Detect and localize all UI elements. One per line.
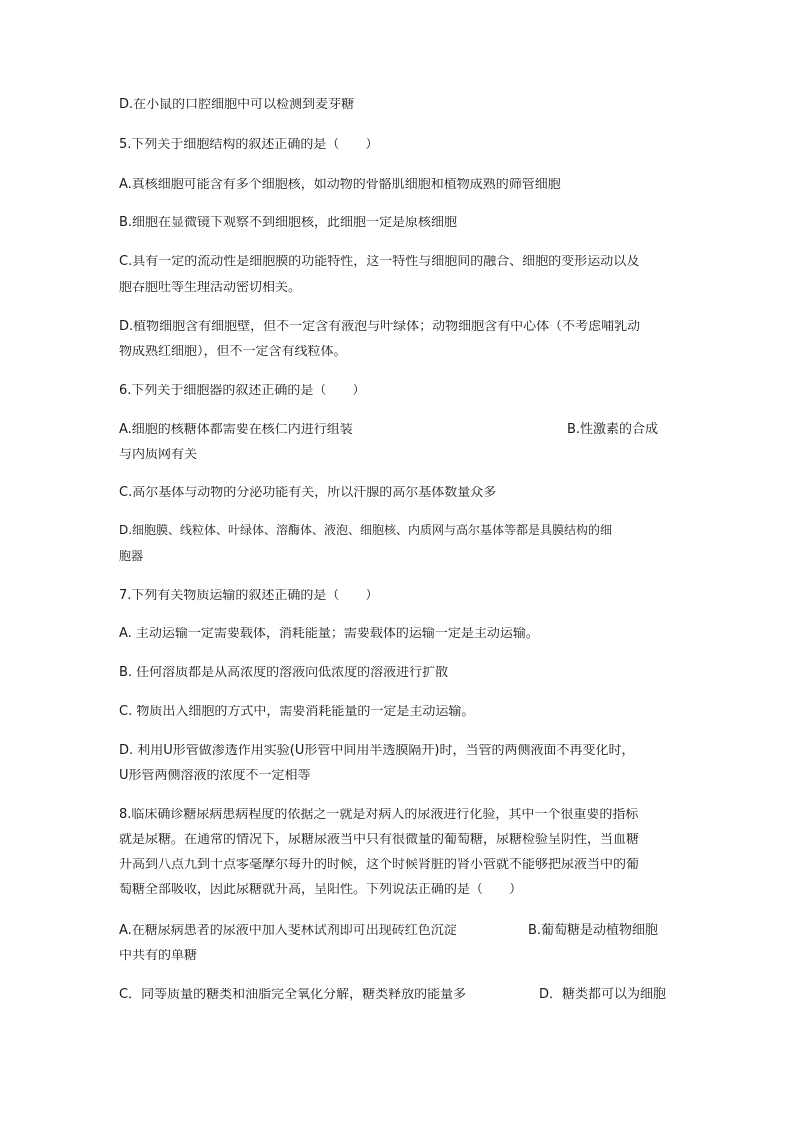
q8-stem-line4: 萄糖全部吸收，因此尿糖就升高，呈阳性。下列说法正确的是（ ） bbox=[119, 883, 523, 896]
q7-option-a: A. 主动运输一定需要载体，消耗能量；需要载体的运输一定是主动运输。 bbox=[119, 627, 539, 640]
q5-option-a: A.真核细胞可能含有多个细胞核，如动物的骨骼肌细胞和植物成熟的筛管细胞 bbox=[119, 178, 561, 191]
q8-option-a: A.在糖尿病患者的尿液中加入斐林试剂即可出现砖红色沉淀 bbox=[119, 924, 457, 937]
q5-option-b: B.细胞在显微镜下观察不到细胞核，此细胞一定是原核细胞 bbox=[119, 216, 458, 229]
q6-option-c: C.高尔基体与动物的分泌功能有关，所以汗腺的高尔基体数量众多 bbox=[119, 486, 497, 499]
q5-option-c-line1: C.具有一定的流动性是细胞膜的功能特性，这一特性与细胞间的融合、细胞的变形运动以及 bbox=[119, 255, 640, 268]
q6-option-a: A.细胞的核糖体都需要在核仁内进行组装 bbox=[119, 423, 353, 436]
q6-option-b-line2: 与内质网有关 bbox=[119, 448, 198, 461]
q7-option-d-line1: D. 利用U形管做渗透作用实验(U形管中间用半透膜隔开)时，当管的两侧液面不再变化时， bbox=[119, 744, 635, 757]
q7-option-c: C. 物质出入细胞的方式中，需要消耗能量的一定是主动运输。 bbox=[119, 705, 475, 718]
q5-stem: 5.下列关于细胞结构的叙述正确的是（ ） bbox=[119, 138, 379, 151]
q6-stem: 6.下列关于细胞器的叙述正确的是（ ） bbox=[119, 384, 366, 397]
q5-option-d-line2: 物成熟红细胞），但不一定含有线粒体。 bbox=[119, 345, 347, 358]
q7-option-d-line2: U形管两侧溶液的浓度不一定相等 bbox=[119, 769, 311, 782]
q8-option-b-line2: 中共有的单糖 bbox=[119, 949, 198, 962]
q4-option-d: D.在小鼠的口腔细胞中可以检测到麦芽糖 bbox=[119, 98, 355, 111]
q8-option-c: C．同等质量的糖类和油脂完全氧化分解，糖类释放的能量多 bbox=[119, 988, 467, 1001]
q5-option-c-line2: 胞吞胞吐等生理活动密切相关。 bbox=[119, 281, 302, 294]
q6-option-b-line1: B.性激素的合成 bbox=[567, 422, 659, 437]
q8-stem-line2: 就是尿糖。在通常的情况下，尿糖尿液当中只有很微量的葡萄糖，尿糖检验呈阴性，当血糖 bbox=[119, 833, 640, 846]
q8-stem-line1: 8.临床确诊糖尿病患病程度的依据之一就是对病人的尿液进行化验，其中一个很重要的指标 bbox=[119, 808, 639, 821]
q8-stem-line3: 升高到八点九到十点零毫摩尔每升的时候，这个时候肾脏的肾小管就不能够把尿液当中的葡 bbox=[119, 858, 640, 871]
q6-option-d-line2: 胞器 bbox=[119, 550, 144, 563]
q5-option-d-line1: D.植物细胞含有细胞壁，但不一定含有液泡与叶绿体；动物细胞含有中心体（不考虑哺乳动 bbox=[119, 320, 641, 333]
q6-option-d-line1: D.细胞膜、线粒体、叶绿体、溶酶体、液泡、细胞核、内质网与高尔基体等都是具膜结构的细 bbox=[119, 524, 613, 537]
q8-option-b-line1: B.葡萄糖是动植物细胞 bbox=[528, 923, 659, 938]
q7-stem: 7.下列有关物质运输的叙述正确的是（ ） bbox=[119, 589, 379, 602]
q7-option-b: B. 任何溶质都是从高浓度的溶液向低浓度的溶液进行扩散 bbox=[119, 666, 449, 679]
q8-option-d-line1: D．糖类都可以为细胞 bbox=[539, 987, 667, 1002]
